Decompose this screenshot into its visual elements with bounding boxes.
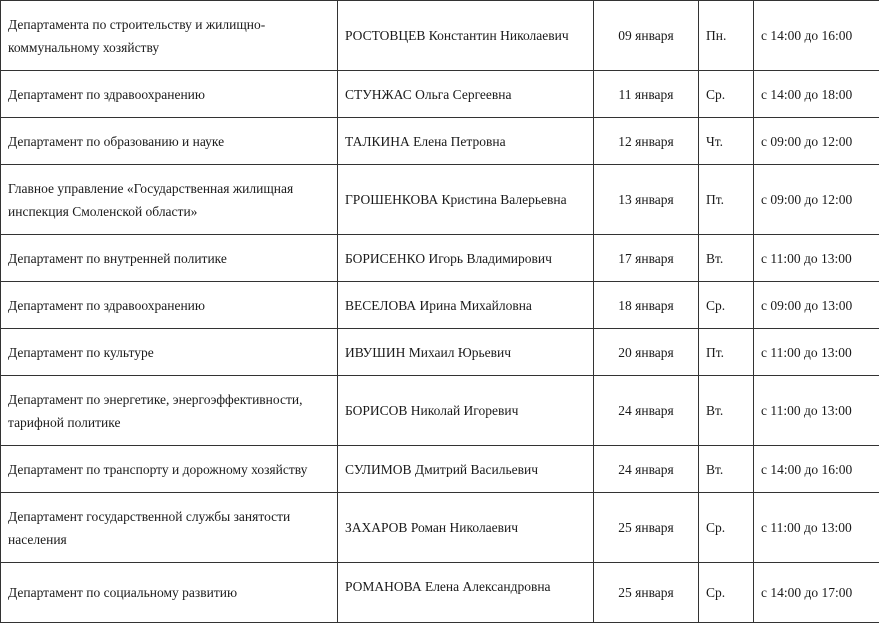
- time-cell: с 09:00 до 13:00: [754, 282, 879, 329]
- time-cell: с 14:00 до 17:00: [754, 563, 879, 623]
- weekday-cell: Пт.: [699, 329, 754, 376]
- date-cell: 24 января: [594, 376, 699, 446]
- time-cell: с 11:00 до 13:00: [754, 376, 879, 446]
- time-cell: с 11:00 до 13:00: [754, 235, 879, 282]
- table-row: [1, 329, 879, 376]
- time-cell: с 14:00 до 18:00: [754, 71, 879, 118]
- date-cell: 09 января: [594, 1, 699, 71]
- weekday-cell: Пн.: [699, 1, 754, 71]
- time-cell: с 09:00 до 12:00: [754, 118, 879, 165]
- weekday-cell: Ср.: [699, 71, 754, 118]
- department-cell: Департамент по культуре: [1, 329, 338, 376]
- table-row: [1, 235, 879, 282]
- department-cell: Департамент по здравоохранению: [1, 282, 338, 329]
- date-cell: 20 января: [594, 329, 699, 376]
- date-cell: 25 января: [594, 563, 699, 623]
- date-cell: 11 января: [594, 71, 699, 118]
- date-cell: 12 января: [594, 118, 699, 165]
- weekday-cell: Вт.: [699, 376, 754, 446]
- time-cell: с 14:00 до 16:00: [754, 446, 879, 493]
- date-cell: 18 января: [594, 282, 699, 329]
- date-cell: 13 января: [594, 165, 699, 235]
- official-cell: СТУНЖАС Ольга Сергеевна: [338, 71, 594, 118]
- weekday-cell: Ср.: [699, 282, 754, 329]
- weekday-cell: Чт.: [699, 118, 754, 165]
- department-cell: Главное управление «Государственная жилищная инспекция Смоленской области»: [1, 165, 338, 235]
- time-cell: с 09:00 до 12:00: [754, 165, 879, 235]
- table-row: [1, 71, 879, 118]
- table-row: [1, 563, 879, 623]
- weekday-cell: Вт.: [699, 235, 754, 282]
- time-cell: с 14:00 до 16:00: [754, 1, 879, 71]
- department-cell: Департамент по здравоохранению: [1, 71, 338, 118]
- official-cell: СУЛИМОВ Дмитрий Васильевич: [338, 446, 594, 493]
- table-row: [1, 118, 879, 165]
- weekday-cell: Ср.: [699, 563, 754, 623]
- weekday-cell: Пт.: [699, 165, 754, 235]
- table-row: [1, 493, 879, 563]
- department-cell: Департамент по транспорту и дорожному хозяйству: [1, 446, 338, 493]
- weekday-cell: Ср.: [699, 493, 754, 563]
- department-cell: Департамент по социальному развитию: [1, 563, 338, 623]
- table-body: [1, 1, 879, 623]
- official-cell: ТАЛКИНА Елена Петровна: [338, 118, 594, 165]
- time-cell: с 11:00 до 13:00: [754, 493, 879, 563]
- official-cell: ЗАХАРОВ Роман Николаевич: [338, 493, 594, 563]
- official-cell: БОРИСОВ Николай Игоревич: [338, 376, 594, 446]
- date-cell: 25 января: [594, 493, 699, 563]
- official-cell: ВЕСЕЛОВА Ирина Михайловна: [338, 282, 594, 329]
- date-cell: 17 января: [594, 235, 699, 282]
- table-row: [1, 165, 879, 235]
- department-cell: Департамент по образованию и науке: [1, 118, 338, 165]
- date-cell: 24 января: [594, 446, 699, 493]
- official-cell: БОРИСЕНКО Игорь Владимирович: [338, 235, 594, 282]
- time-cell: с 11:00 до 13:00: [754, 329, 879, 376]
- table-row: [1, 282, 879, 329]
- department-cell: Департамент по внутренней политике: [1, 235, 338, 282]
- weekday-cell: Вт.: [699, 446, 754, 493]
- official-cell: ГРОШЕНКОВА Кристина Валерьевна: [338, 165, 594, 235]
- department-cell: Департамент по энергетике, энергоэффективности, тарифной политике: [1, 376, 338, 446]
- official-cell: ИВУШИН Михаил Юрьевич: [338, 329, 594, 376]
- department-cell: Департамента по строительству и жилищно-коммунальному хозяйству: [1, 1, 338, 71]
- table-row: [1, 376, 879, 446]
- department-cell: Департамент государственной службы занятости населения: [1, 493, 338, 563]
- official-cell: РОМАНОВА Елена Александровна: [338, 563, 594, 623]
- official-cell: РОСТОВЦЕВ Константин Николаевич: [338, 1, 594, 71]
- table-row: [1, 1, 879, 71]
- table-row: [1, 446, 879, 493]
